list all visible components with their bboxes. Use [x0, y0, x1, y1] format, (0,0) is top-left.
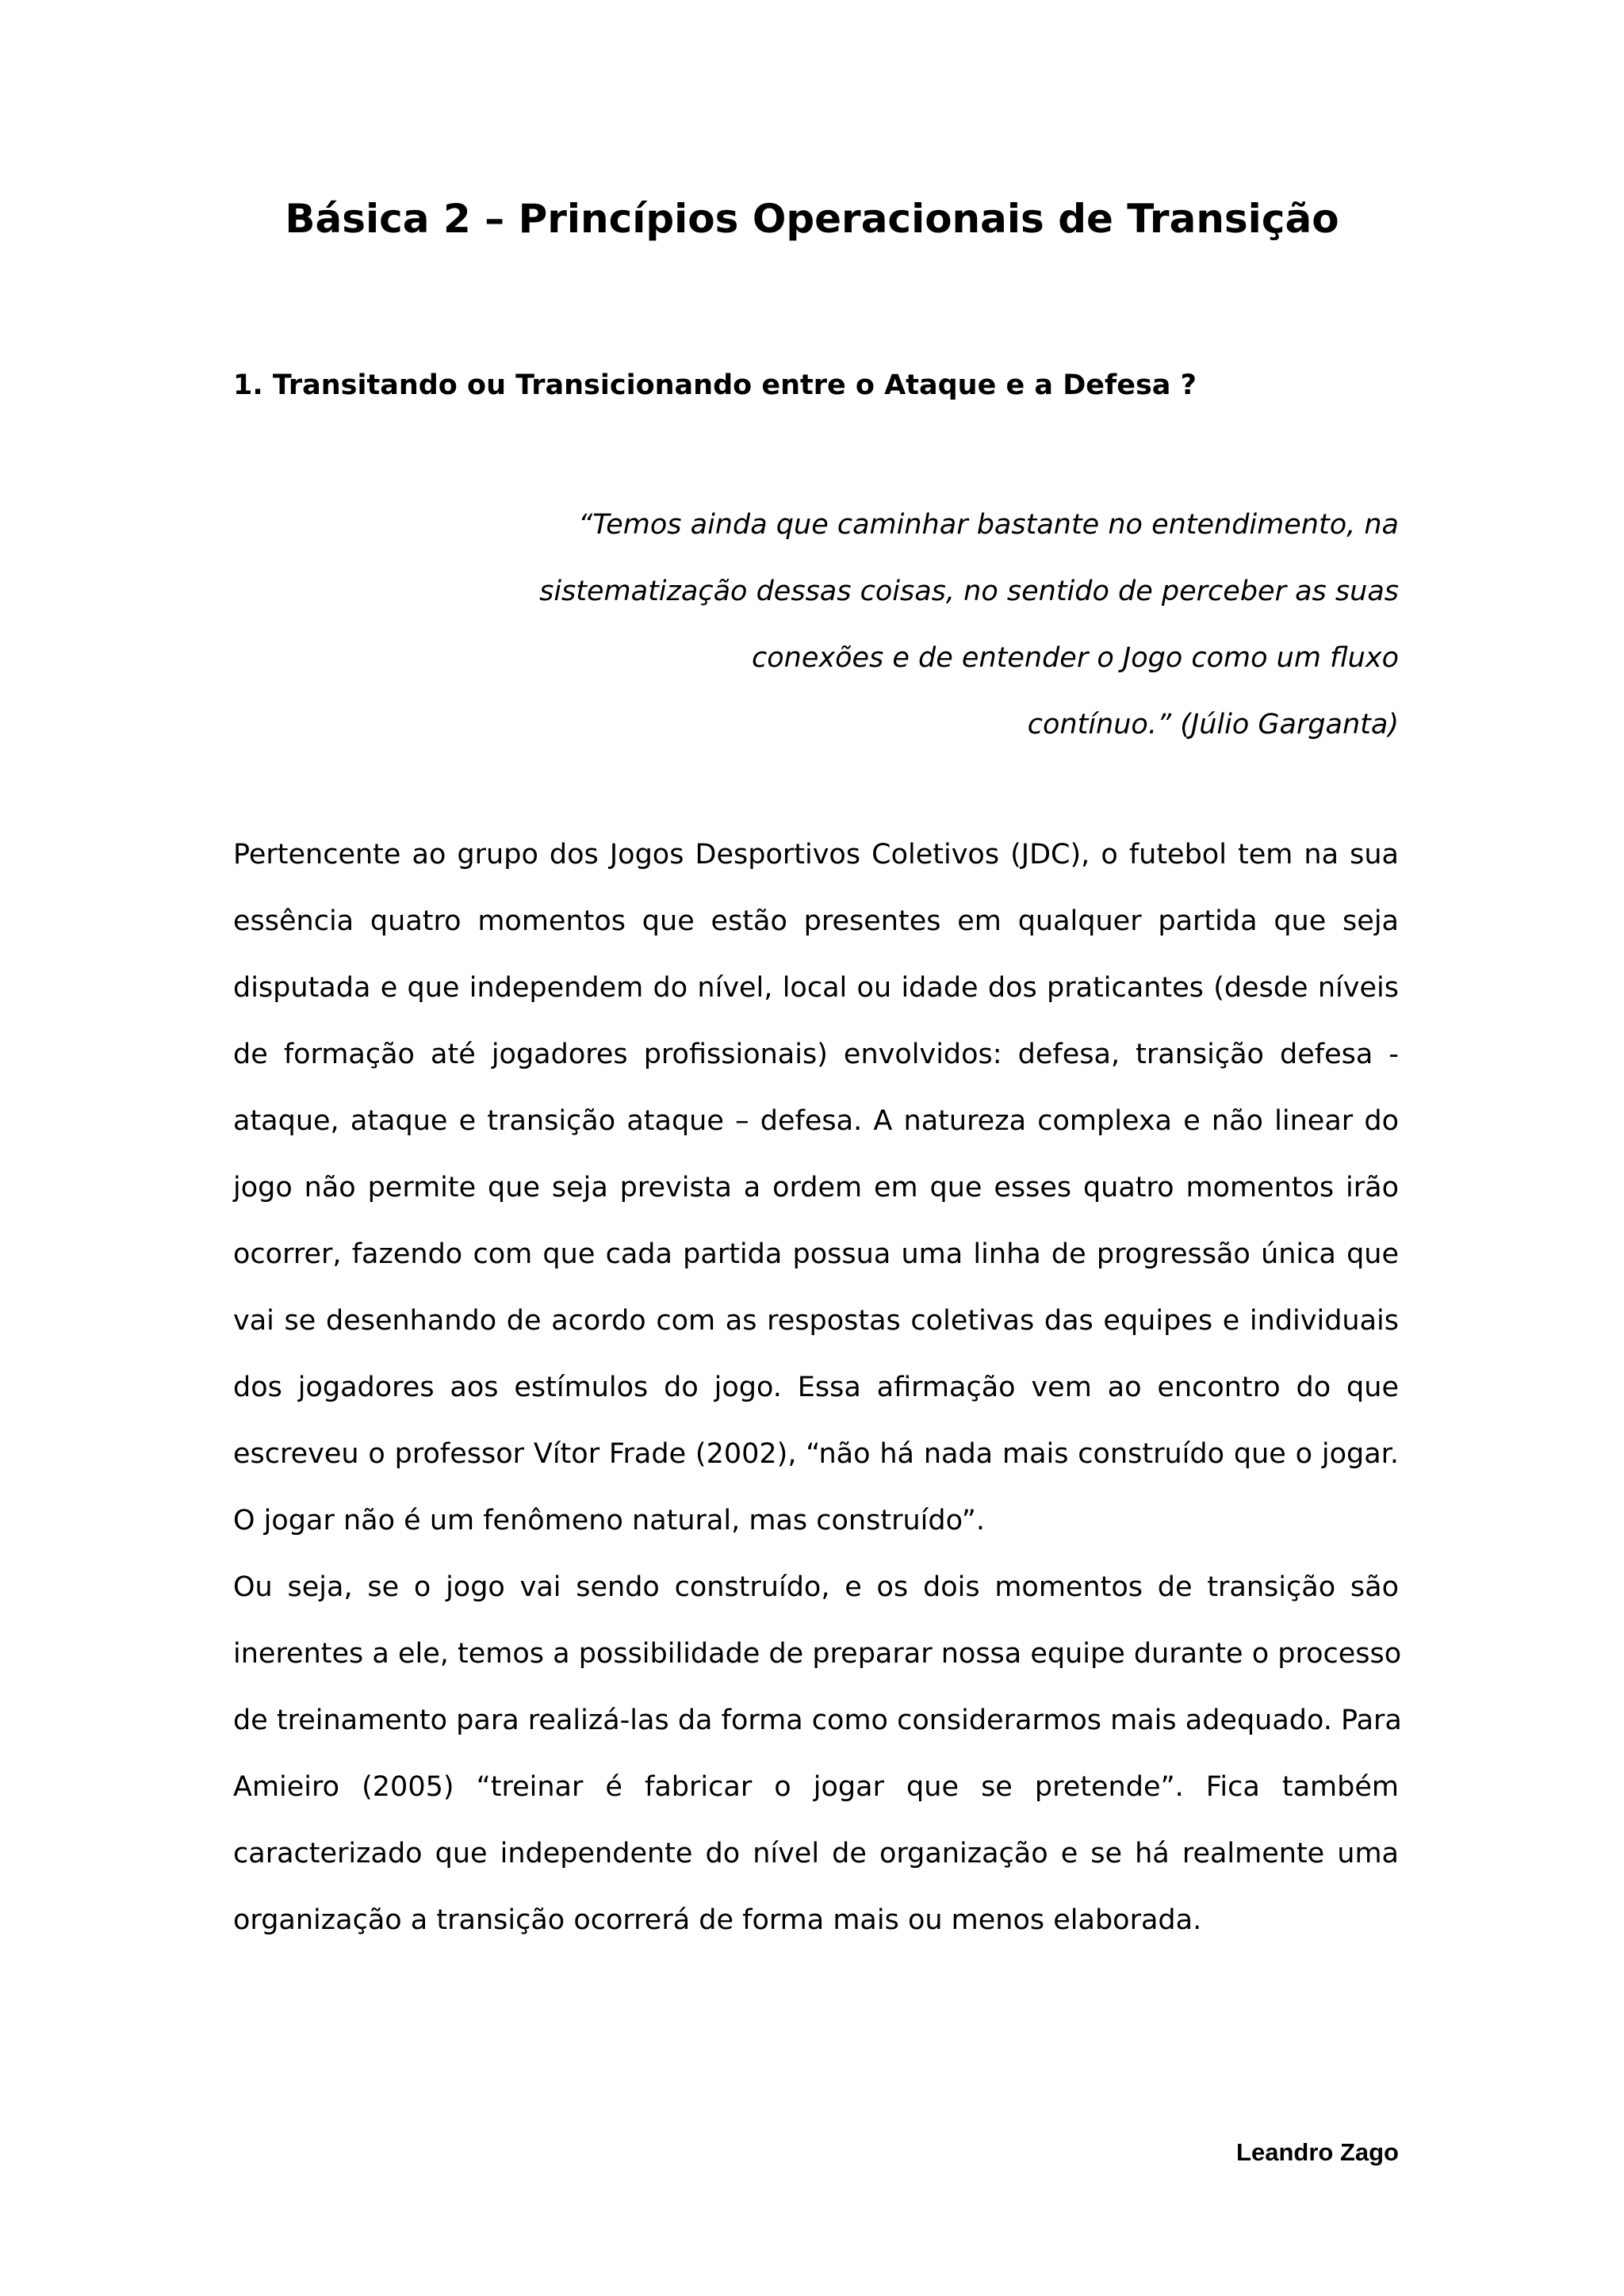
quote-line: contínuo.” (Júlio Garganta)	[1027, 709, 1399, 740]
paragraph-line: escreveu o professor Vítor Frade (2002), “não há nada mais construído que o jogar.	[233, 1438, 1399, 1470]
epigraph-quote	[508, 492, 1399, 758]
paragraph-line: caracterizado que independente do nível de organização e se há realmente uma	[233, 1838, 1399, 1869]
paragraph-line: organização a transição ocorrerá de forma mais ou menos elaborada.	[233, 1904, 1202, 1936]
paragraph-line: Ou seja, se o jogo vai sendo construído, e os dois momentos de transição são	[233, 1571, 1399, 1603]
paragraph-line: dos jogadores aos estímulos do jogo. Essa afirmação vem ao encontro do que	[233, 1372, 1399, 1403]
quote-line: conexões e de entender o Jogo como um fluxo	[752, 642, 1399, 674]
body-text	[233, 821, 1402, 1954]
page-title: Básica 2 – Princípios Operacionais de Transição	[285, 196, 1339, 242]
paragraph-line: Pertencente ao grupo dos Jogos Desportivos Coletivos (JDC), o futebol tem na sua	[233, 839, 1399, 871]
paragraph-line: ocorrer, fazendo com que cada partida possua uma linha de progressão única que	[233, 1238, 1399, 1270]
section-heading: 1. Transitando ou Transicionando entre o Ataque e a Defesa ?	[233, 369, 1197, 401]
paragraph-line: disputada e que independem do nível, local ou idade dos praticantes (desde níveis	[233, 972, 1399, 1004]
quote-line: sistematização dessas coisas, no sentido de perceber as suas	[539, 576, 1399, 607]
quote-line: “Temos ainda que caminhar bastante no entendimento, na	[578, 509, 1399, 541]
paragraph-line: vai se desenhando de acordo com as respostas coletivas das equipes e individuais	[233, 1305, 1399, 1337]
paragraph-line: de treinamento para realizá-las da forma como considerarmos mais adequado. Para	[233, 1705, 1402, 1736]
paragraph-line: de formação até jogadores profissionais) envolvidos: defesa, transição defesa -	[233, 1039, 1399, 1070]
paragraph-line: inerentes a ele, temos a possibilidade de preparar nossa equipe durante o processo	[233, 1638, 1402, 1670]
paragraph-line: essência quatro momentos que estão presentes em qualquer partida que seja	[233, 905, 1399, 937]
paragraph-2	[233, 1554, 1402, 1954]
paragraph-line: ataque, ataque e transição ataque – defesa. A natureza complexa e não linear do	[233, 1105, 1399, 1137]
paragraph-1	[233, 821, 1399, 1554]
footer-author: Leandro Zago	[1236, 2138, 1399, 2166]
paragraph-line: O jogar não é um fenômeno natural, mas construído”.	[233, 1505, 986, 1536]
paragraph-line: Amieiro (2005) “treinar é fabricar o jogar que se pretende”. Fica também	[233, 1771, 1399, 1803]
paragraph-line: jogo não permite que seja prevista a ordem em que esses quatro momentos irão	[233, 1172, 1399, 1203]
